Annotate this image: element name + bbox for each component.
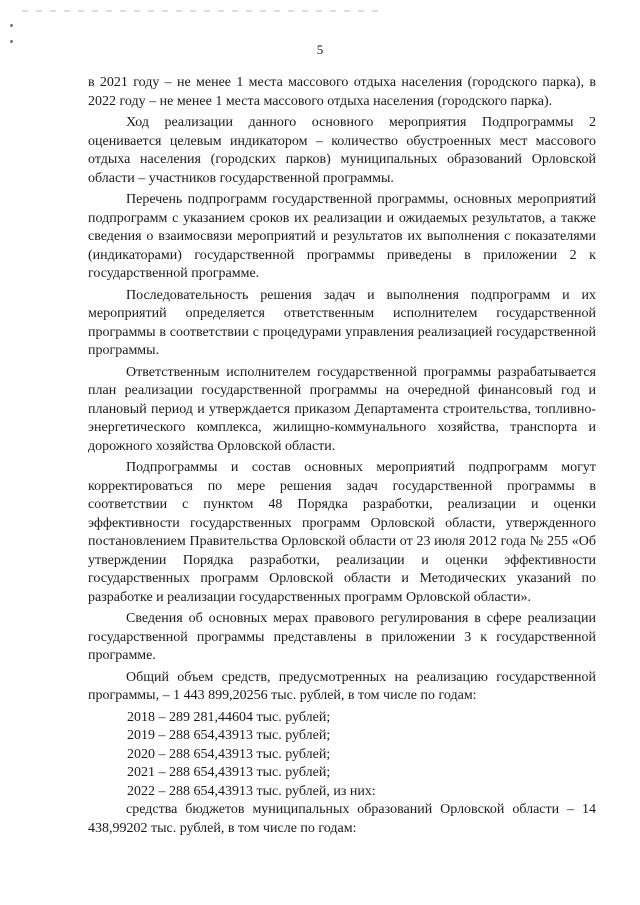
- paragraph: Ответственным исполнителем государственной программы разрабатывается план реализации государственной программы на очередной финансовый год и плановый период и утверждается приказом Департамента строительства, топливно-энергетического комплекса, жилищно-коммунального хозяйства, транспорта и дорожного хозяйства Орловской области.: [88, 364, 596, 454]
- year-line: 2019 – 288 654,43913 тыс. рублей;: [127, 728, 331, 743]
- paragraph: средства бюджетов муниципальных образований Орловской области – 14 438,99202 тыс. рублей, в том числе по годам:: [88, 802, 596, 836]
- document-body: [88, 74, 596, 841]
- paragraph: Ход реализации данного основного мероприятия Подпрограммы 2 оценивается целевым индикатором – количество обустроенных мест массового отдыха населения (городских парков) муниципальных образований Орловской области – участников государственной программы.: [88, 115, 596, 186]
- scan-artifact: [22, 10, 382, 12]
- year-line: 2018 – 289 281,44604 тыс. рублей;: [127, 709, 331, 725]
- paragraph: Общий объем средств, предусмотренных на реализацию государственной программы, – 1 443 899,20256 тыс. рублей, в том числе по годам:: [88, 669, 596, 703]
- paragraph: Последовательность решения задач и выполнения подпрограмм и их мероприятий определяется ответственным исполнителем государственной программы в соответствии с процедурами управления реализацией государственной программы.: [88, 287, 596, 358]
- page-number: 5: [316, 42, 324, 57]
- paragraph: Подпрограммы и состав основных мероприятий подпрограмм могут корректироваться по мере решения задач государственной программы в соответствии с пунктом 48 Порядка разработки, реализации и оценки эффективности государственных программ Орловской области, утвержденного постановлением Правительства Орловской области от 23 июля 2012 года № 255 «Об утверждении Порядка разработки, реализации и оценки эффективности государственных программ Орловской области и Методических указаний по разработке и реализации государственных программ Орловской области».: [88, 460, 596, 605]
- paragraph: Сведения об основных мерах правового регулирования в сфере реализации государственной программы представлены в приложении 3 к государственной программе.: [88, 611, 596, 663]
- year-line: 2021 – 288 654,43913 тыс. рублей;: [127, 765, 331, 780]
- year-line: 2020 – 288 654,43913 тыс. рублей;: [127, 746, 331, 762]
- scan-dot: [10, 24, 13, 27]
- year-line: 2022 – 288 654,43913 тыс. рублей, из них:: [127, 783, 376, 799]
- paragraph: Перечень подпрограмм государственной программы, основных мероприятий подпрограмм с указанием сроков их реализации и ожидаемых результатов, а также сведения о взаимосвязи мероприятий и результатов их выполнения с показателями (индикаторами) государственной программы приведены в приложении 2 к государственной программе.: [88, 192, 596, 281]
- paragraph: в 2021 году – не менее 1 места массового отдыха населения (городского парка), в 2022 году – не менее 1 места массового отдыха населения (городского парка).: [88, 75, 596, 109]
